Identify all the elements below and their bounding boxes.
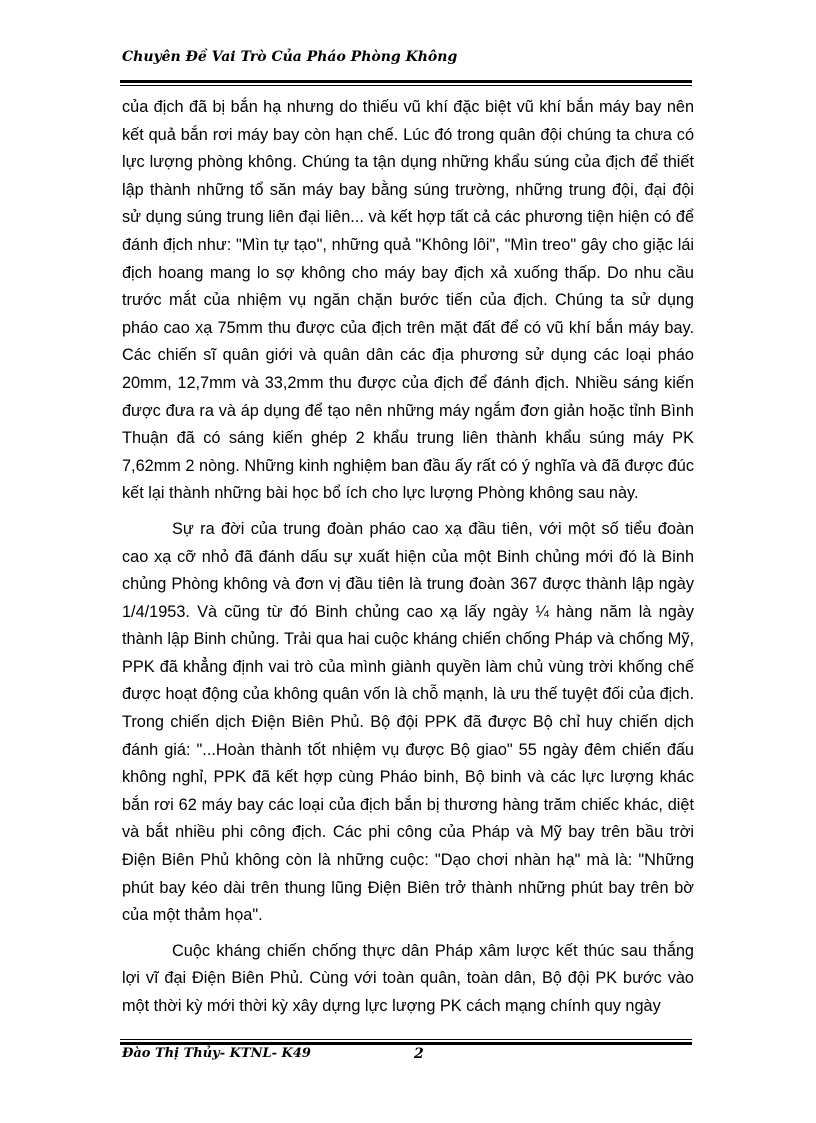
header-title: Chuyên Đề Vai Trò Của Pháo Phòng Không [122,49,458,65]
header-rule-thick [120,80,692,83]
footer-rule-thin [120,1039,692,1040]
footer-author: Đào Thị Thủy- KTNL- K49 [122,1046,311,1061]
body-text [122,94,694,1021]
paragraph-3: Cuộc kháng chiến chống thực dân Pháp xâm lược kết thúc sau thắng lợi vĩ đại Điện Biên Phủ. Cùng với toàn quân, toàn dân, Bộ đội PK bước vào một thời kỳ mới thời kỳ xây dựng lực lượng PK cách mạng chính quy ngày [122,941,694,1015]
header-rule-thin [120,85,692,86]
paragraph-2: Sự ra đời của trung đoàn pháo cao xạ đầu tiên, với một số tiểu đoàn cao xạ cỡ nhỏ đã đánh dấu sự xuất hiện của một Binh chủng mới đó là Binh chủng Phòng không và đơn vị đầu tiên là trung đoàn 367 được thành lập ngày 1/4/1953. Và cũng từ đó Binh chủng cao xạ lấy ngày ¼ hàng năm là ngày thành lập Binh chủng. Trải qua hai cuộc kháng chiến chống Pháp và chống Mỹ, PPK đã khẳng định vai trò của mình giành quyền làm chủ vùng trời khống chế được hoạt động của không quân vốn là chỗ mạnh, là ưu thế tuyệt đối của địch. Trong chiến dịch Điện Biên Phủ. Bộ đội PPK đã được Bộ chỉ huy chiến dịch đánh giá: "...Hoàn thành tốt nhiệm vụ được Bộ giao" 55 ngày đêm chiến đấu không nghỉ, PPK đã kết hợp cùng Pháo binh, Bộ binh và các lực lượng khác bắn rơi 62 máy bay các loại của địch bắn bị thương hàng trăm chiếc khác, diệt và bắt nhiều phi công địch. Các phi công của Pháp và Mỹ bay trên bầu trời Điện Biên Phủ không còn là những cuộc: "Dạo chơi nhàn hạ" mà là: "Những phút bay kéo dài trên thung lũng Điện Biên trở thành những phút bay trên bờ của một thảm họa". [122,519,694,925]
footer-rule-thick [120,1042,692,1045]
paragraph-1: của địch đã bị bắn hạ nhưng do thiếu vũ khí đặc biệt vũ khí bắn máy bay nên kết quả bắn rơi máy bay còn hạn chế. Lúc đó trong quân đội chúng ta chưa có lực lượng phòng không. Chúng ta tận dụng những khẩu súng của địch để thiết lập thành những tổ săn máy bay bằng súng trường, những trung đội, đại đội sử dụng súng trung liên đại liên... và kết hợp tất cả các phương tiện hiện có để đánh địch như: "Mìn tự tạo", những quả "Không lôi", "Mìn treo" gây cho giặc lái địch hoang mang lo sợ không cho máy bay địch xả xuống thấp. Do nhu cầu trước mắt của nhiệm vụ ngăn chặn bước tiến của địch. Chúng ta sử dụng pháo cao xạ 75mm thu được của địch trên mặt đất để có vũ khí bắn máy bay. Các chiến sĩ quân giới và quân dân các địa phương sử dụng các loại pháo 20mm, 12,7mm và 33,2mm thu được của địch để đánh địch. Nhiều sáng kiến được đưa ra và áp dụng để tạo nên những máy ngắm đơn giản hoặc tỉnh Bình Thuận đã có sáng kiến ghép 2 khẩu trung liên thành khẩu súng máy PK 7,62mm 2 nòng. Những kinh nghiệm ban đầu ấy rất có ý nghĩa và đã được đúc kết lại thành những bài học bổ ích cho lực lượng Phòng không sau này. [122,98,694,503]
page-number: 2 [414,1046,424,1062]
